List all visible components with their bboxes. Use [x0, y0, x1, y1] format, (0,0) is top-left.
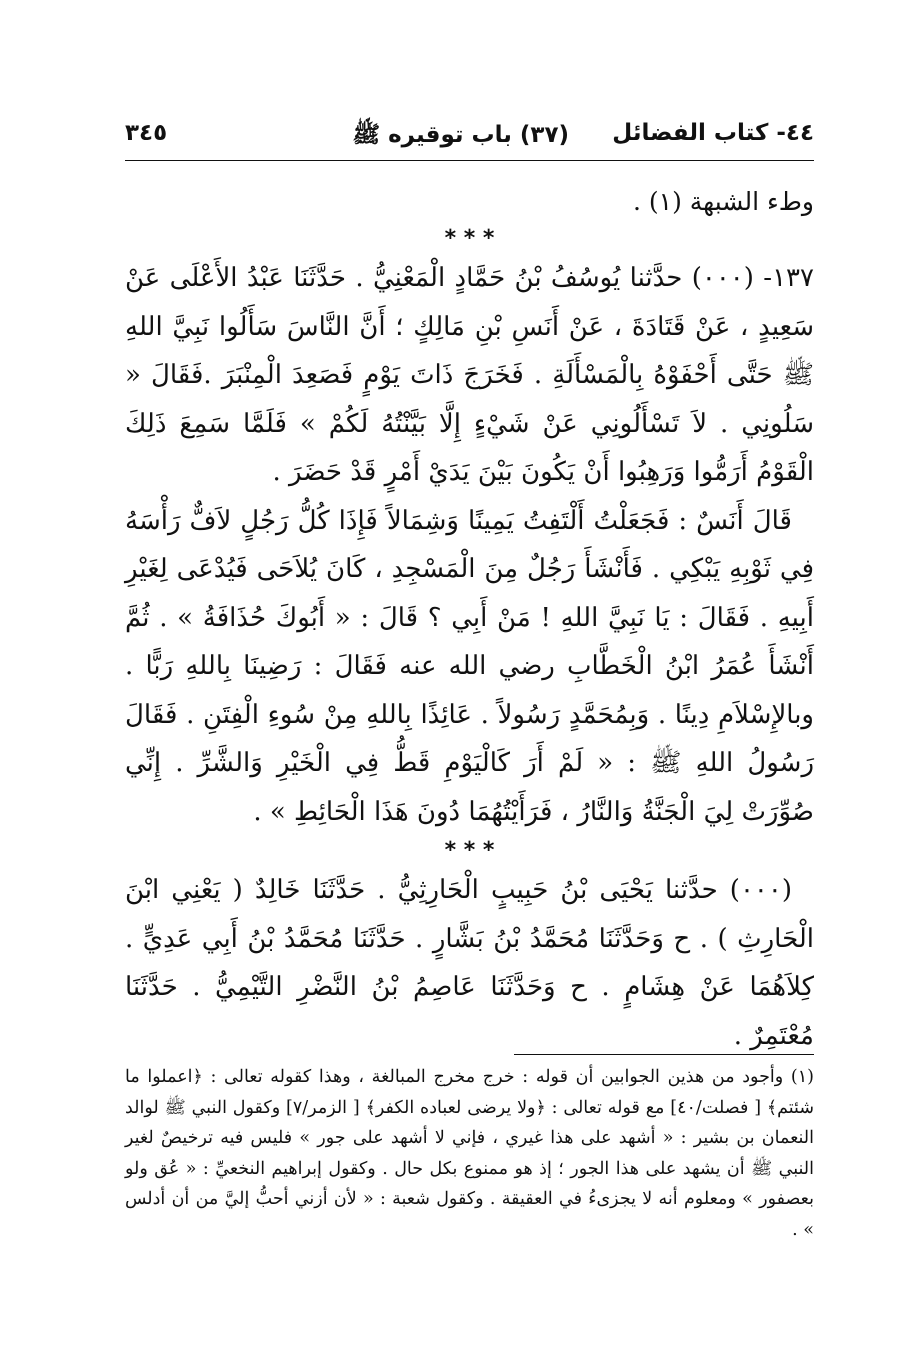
section-separator: * * * [444, 226, 495, 251]
chapter-title: ٤٤- كتاب الفضائل [612, 120, 814, 146]
footnote-text: (١) وأجود من هذين الجوابين أن قوله : خرج مخرج المبالغة ، وهذا كقوله تعالى : ﴿اعملوا ما شئتم﴾ [ فصلت/٤٠] مع قوله تعالى : ﴿ولا يرضى لعباده الكفر﴾ [ الزمر/٧] وكقول النبي ﷺ لوالد النعمان بن بشير : « أشهد على هذا غيري ، فإني لا أشهد على جور » فليس فيه ترخيصٌ لغير النبي ﷺ أن يشهد على هذا الجور ؛ إذ هو ممنوع بكل حال . وكقول إبراهيم النخعيِّ : « عُق ولو بعصفور » ومعلوم أنه لا يجزىءُ في العقيقة . وكقول شعبة : « لأن أزني أحبُّ إليَّ من أن أدلس » . [125, 1067, 814, 1240]
footnote [125, 1062, 814, 1245]
footnote-divider [514, 1054, 814, 1055]
hadith-137-paragraph-1: ١٣٧- (٠٠٠) حدَّثنا يُوسُفُ بْنُ حَمَّادٍ الْمَعْنِيُّ . حَدَّثَنَا عَبْدُ الأَعْلَى عَنْ سَعِيدٍ ، عَنْ قَتَادَةَ ، عَنْ أَنَسِ بْنِ مَالِكٍ ؛ أَنَّ النَّاسَ سَأَلُوا نَبِيَّ اللهِ ﷺ حَتَّى أَحْفَوْهُ بِالْمَسْأَلَةِ . فَخَرَجَ ذَاتَ يَوْمٍ فَصَعِدَ الْمِنْبَرَ .فَقَالَ « سَلُونِي . لاَ تَسْأَلُونِي عَنْ شَيْءٍ إِلَّا بَيَّنْتُهُ لَكُمْ » فَلَمَّا سَمِعَ ذَلِكَ الْقَوْمُ أَرَمُّوا وَرَهِبُوا أَنْ يَكُونَ بَيْنَ يَدَيْ أَمْرٍ قَدْ حَضَرَ . [125, 263, 814, 487]
section-separator-2: * * * [444, 838, 495, 863]
continuation-line: وطء الشبهة (١) . [632, 187, 814, 216]
header-divider [125, 160, 814, 161]
hadith-137-paragraph-2: قَالَ أَنَسٌ : فَجَعَلْتُ أَلْتَفِتُ يَمِينًا وَشِمَالاً فَإِذَا كُلُّ رَجُلٍ لاَفٌّ رَأْسَهُ فِي ثَوْبِهِ يَبْكِي . فَأَنْشَأَ رَجُلٌ مِنَ الْمَسْجِدِ ، كَانَ يُلاَحَى فَيُدْعَى لِغَيْرِ أَبِيهِ . فَقَالَ : يَا نَبِيَّ اللهِ ! مَنْ أَبِي ؟ قَالَ : « أَبُوكَ حُذَافَةُ » . ثُمَّ أَنْشَأَ عُمَرُ ابْنُ الْخَطَّابِ رضي الله عنه فَقَالَ : رَضِينَا بِاللهِ رَبًّا . وبالإِسْلاَمِ دِينًا . وَبِمُحَمَّدٍ رَسُولاً . عَائِذًا بِاللهِ مِنْ سُوءِ الْفِتَنِ . فَقَالَ رَسُولُ اللهِ ﷺ : « لَمْ أَرَ كَالْيَوْمِ قَطُّ فِي الْخَيْرِ وَالشَّرِّ . إِنِّي صُوِّرَتْ لِيَ الْجَنَّةُ وَالنَّارُ ، فَرَأَيْتُهُمَا دُونَ هَذَا الْحَائِطِ » . [125, 505, 814, 827]
main-text [125, 180, 814, 1060]
running-header [125, 120, 814, 160]
hadith-chain-paragraph: (٠٠٠) حدَّثنا يَحْيَى بْنُ حَبِيبٍ الْحَارِثِيُّ . حَدَّثَنَا خَالِدٌ ( يَعْنِي ابْنَ الْحَارِثِ ) . ح وَحَدَّثَنَا مُحَمَّدُ بْنُ بَشَّارٍ . حَدَّثَنَا مُحَمَّدُ بْنُ أَبِي عَدِيٍّ . كِلاَهُمَا عَنْ هِشَامٍ . ح وَحَدَّثَنَا عَاصِمُ بْنُ النَّضْرِ التَّيْمِيُّ . حَدَّثَنَا مُعْتَمِرٌ . [125, 875, 814, 1051]
section-title: (٣٧) باب توقيره ﷺ [352, 122, 569, 148]
page-number: ٣٤٥ [125, 120, 168, 146]
